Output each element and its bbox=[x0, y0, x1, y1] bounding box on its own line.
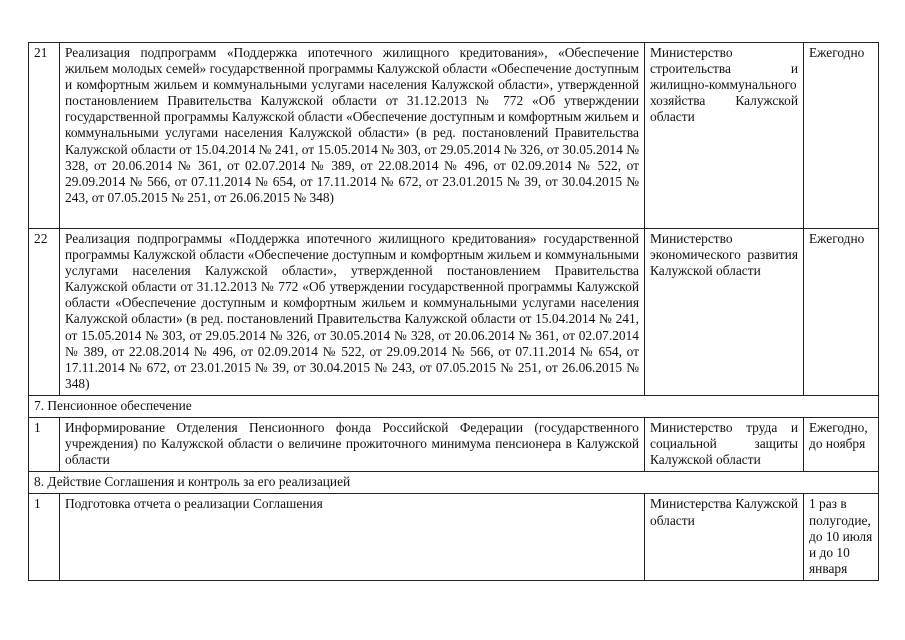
responsible-executor: Министерство экономического развития Калужской области bbox=[645, 229, 804, 396]
section-header-row bbox=[29, 395, 879, 417]
row-number: 1 bbox=[29, 494, 60, 580]
measures-table bbox=[28, 42, 879, 581]
execution-term: Ежегодно, до ноября bbox=[804, 418, 879, 472]
responsible-executor: Министерства Калужской области bbox=[645, 494, 804, 580]
table-row bbox=[29, 418, 879, 472]
row-number: 22 bbox=[29, 229, 60, 396]
measure-description: Реализация подпрограмм «Поддержка ипотечного жилищного кредитования», «Обеспечение жильем молодых семей» государственной программы Калужской области «Обеспечение доступным и комфортным жильем и коммунальными услугами населения Калужской области», утвержденной постановлением Правительства Калужской области от 31.12.2013 № 772 «Об утверждении государственной программы Калужской области «Обеспечение доступным и комфортным жильем и коммунальными услугами населения Калужской области» (в ред. постановлений Правительства Калужской области от 15.04.2014 № 241, от 15.05.2014 № 303, от 29.05.2014 № 326, от 30.05.2014 № 328, от 20.06.2014 № 361, от 02.07.2014 № 389, от 22.08.2014 № 496, от 02.09.2014 № 522, от 29.09.2014 № 566, от 07.11.2014 № 654, от 17.11.2014 № 672, от 23.01.2015 № 39, от 30.04.2015 № 243, от 07.05.2015 № 251, от 26.06.2015 № 348) bbox=[60, 43, 645, 229]
row-number: 21 bbox=[29, 43, 60, 229]
table-row bbox=[29, 494, 879, 580]
table-row bbox=[29, 229, 879, 396]
section-title: 8. Действие Соглашения и контроль за его реализацией bbox=[29, 472, 879, 494]
section-header-row bbox=[29, 472, 879, 494]
responsible-executor: Министерство труда и социальной защиты Калужской области bbox=[645, 418, 804, 472]
section-title: 7. Пенсионное обеспечение bbox=[29, 395, 879, 417]
table-row bbox=[29, 43, 879, 229]
measure-description: Реализация подпрограммы «Поддержка ипотечного жилищного кредитования» государственной программы Калужской области «Обеспечение доступным и комфортным жильем и коммунальными услугами населения Калужской области», утвержденной постановлением Правительства Калужской области от 31.12.2013 № 772 «Об утверждении государственной программы Калужской области «Обеспечение доступным и комфортным жильем и коммунальными услугами населения Калужской области» (в ред. постановлений Правительства Калужской области от 15.04.2014 № 241, от 15.05.2014 № 303, от 29.05.2014 № 326, от 30.05.2014 № 328, от 20.06.2014 № 361, от 02.07.2014 № 389, от 22.08.2014 № 496, от 02.09.2014 № 522, от 29.09.2014 № 566, от 07.11.2014 № 654, от 17.11.2014 № 672, от 23.01.2015 № 39, от 30.04.2015 № 243, от 07.05.2015 № 251, от 26.06.2015 № 348) bbox=[60, 229, 645, 396]
measure-description: Информирование Отделения Пенсионного фонда Российской Федерации (государственного учреждения) по Калужской области о величине прожиточного минимума пенсионера в Калужской области bbox=[60, 418, 645, 472]
measure-description: Подготовка отчета о реализации Соглашения bbox=[60, 494, 645, 580]
row-number: 1 bbox=[29, 418, 60, 472]
execution-term: 1 раз в полугодие, до 10 июля и до 10 января bbox=[804, 494, 879, 580]
responsible-executor: Министерство строительства и жилищно-коммунального хозяйства Калужской области bbox=[645, 43, 804, 229]
execution-term: Ежегодно bbox=[804, 43, 879, 229]
execution-term: Ежегодно bbox=[804, 229, 879, 396]
